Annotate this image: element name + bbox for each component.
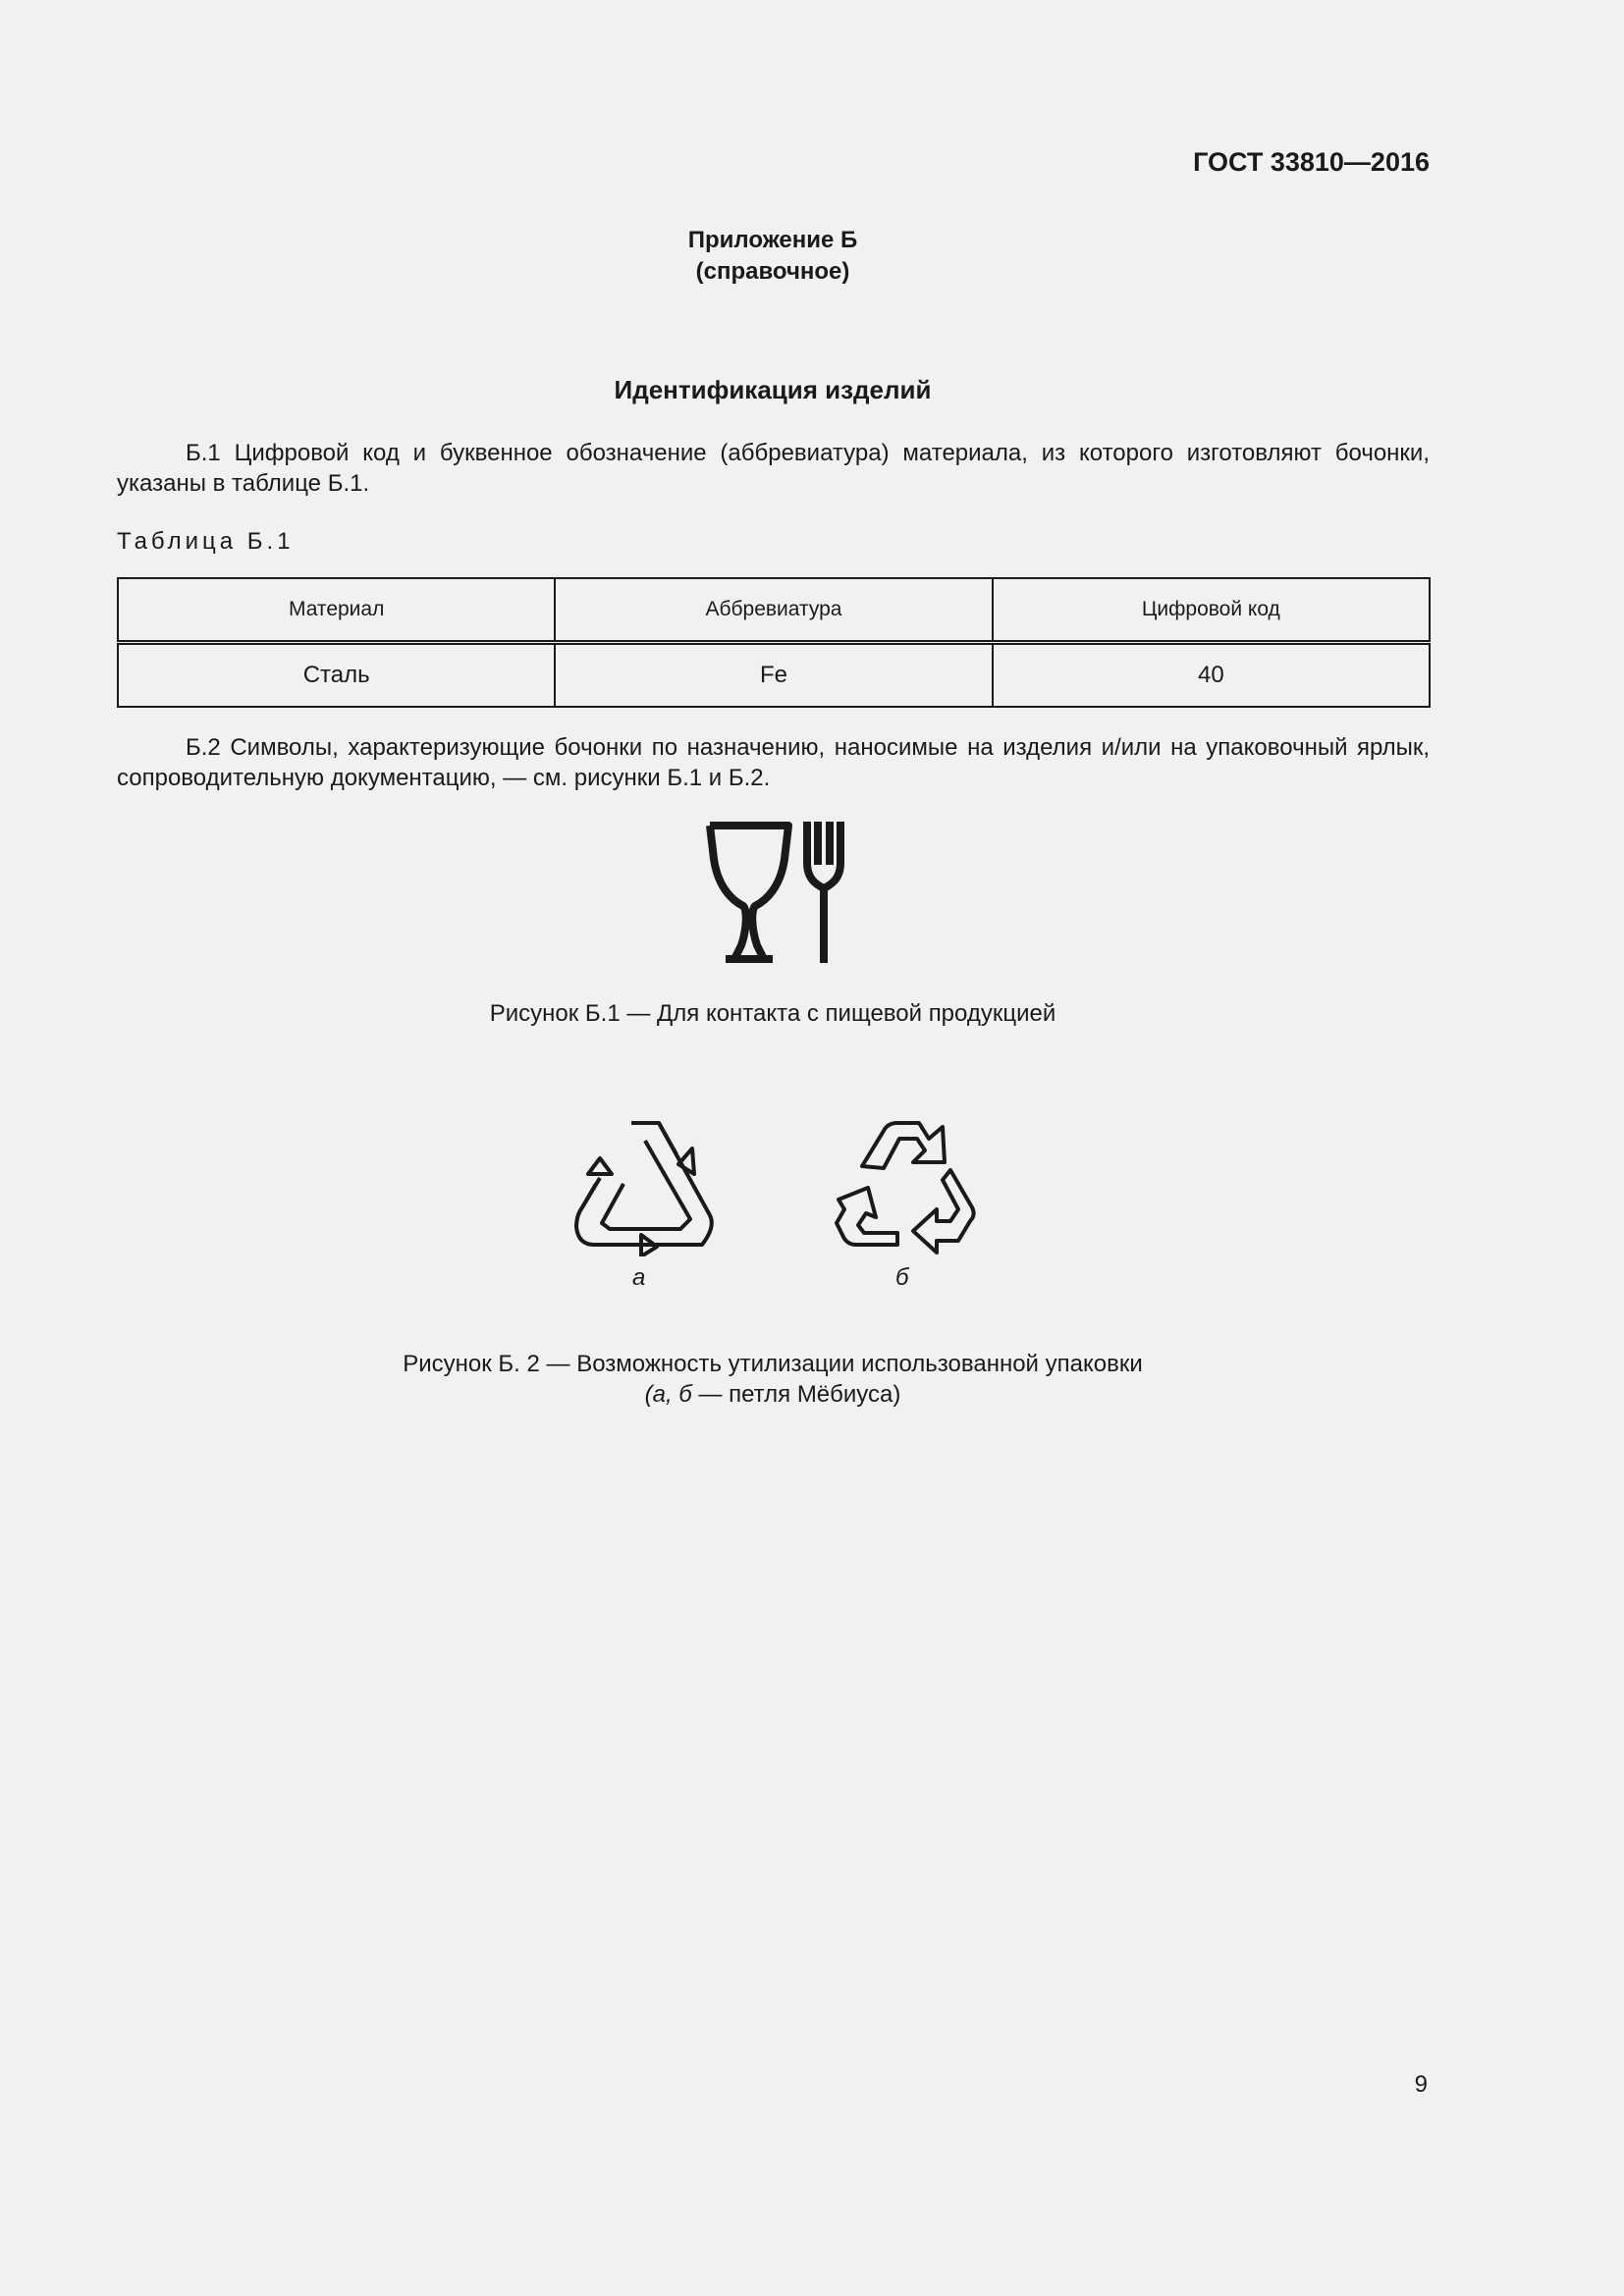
table-cell-abbreviation: Fe (555, 643, 992, 708)
figure-b2-caption-rest: — петля Мёбиуса) (691, 1381, 901, 1408)
recycle-arrows-icon (835, 1119, 982, 1256)
table-cell-code: 40 (993, 643, 1430, 708)
table-row (118, 643, 1430, 708)
table-header-code: Цифровой код (993, 578, 1430, 643)
glass-fork-icon (702, 820, 849, 967)
annex-title: Приложение Б (687, 227, 858, 253)
section-title: Идентификация изделий (614, 375, 932, 404)
materials-table (117, 577, 1431, 708)
paragraph-b2 (117, 732, 1430, 793)
figure-label-b: б (895, 1264, 909, 1291)
paragraph-b1-text: Б.1 Цифровой код и буквенное обозначение (аббревиатура) материала, из которого изготовляют бочонки, указаны в таблице Б.1. (117, 440, 1430, 497)
standard-code: ГОСТ 33810—2016 (1193, 147, 1430, 177)
table-header-row (118, 578, 1430, 643)
figure-b1-caption: Рисунок Б.1 — Для контакта с пищевой продукцией (489, 1000, 1056, 1027)
annex-subtitle: (справочное) (695, 258, 850, 285)
paragraph-b2-text: Б.2 Символы, характеризующие бочонки по назначению, наносимые на изделия и/или на упаковочный ярлык, сопроводительную документацию, — см. рисунки Б.1 и Б.2. (117, 734, 1430, 791)
figure-b2-caption-line2 (0, 1379, 1545, 1410)
figure-label-a: а (632, 1264, 646, 1291)
table-cell-material: Сталь (118, 643, 555, 708)
figure-b2-caption-line1: Рисунок Б. 2 — Возможность утилизации использованной упаковки (403, 1351, 1143, 1377)
table-header-abbreviation: Аббревиатура (555, 578, 992, 643)
table-header-material: Материал (118, 578, 555, 643)
page-number: 9 (1414, 2071, 1428, 2098)
table-caption: Таблица Б.1 (117, 528, 295, 555)
paragraph-b1 (117, 438, 1430, 499)
figure-b2-caption-italic: (а, б (644, 1381, 692, 1408)
recycle-triangle-icon (572, 1119, 720, 1256)
